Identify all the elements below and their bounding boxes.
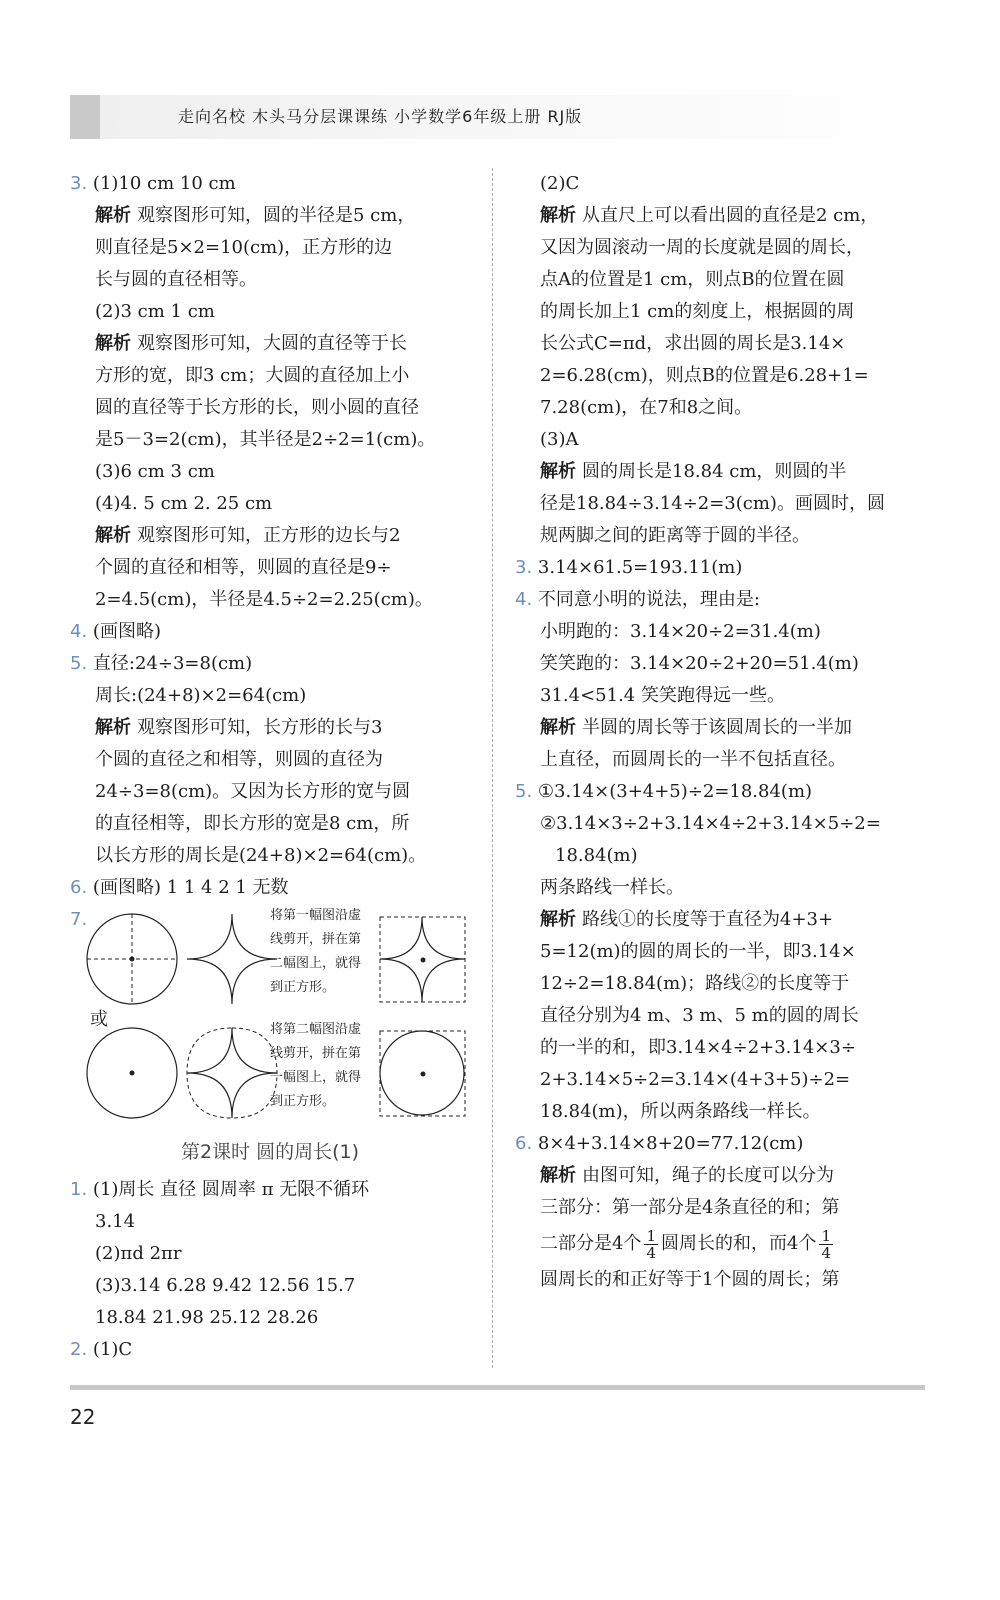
analysis-line: 圆的直径等于长方形的长，则小圆的直径 xyxy=(95,397,419,418)
q3-part3: (3)6 cm 3 cm xyxy=(95,461,215,482)
r-q2-part2: (2)C xyxy=(540,173,580,194)
r-q3: 3. 3.14×61.5=193.11(m) xyxy=(515,557,743,578)
q3-part2: (2)3 cm 1 cm xyxy=(95,301,215,322)
analysis: 解析 观察图形可知，正方形的边长与2 xyxy=(95,525,401,546)
analysis-line: 5=12(m)的圆的周长的一半，即3.14× xyxy=(540,941,856,962)
q5-line: 周长:(24+8)×2=64(cm) xyxy=(95,685,307,706)
or-label: 或 xyxy=(90,1009,108,1030)
analysis: 解析 由图可知，绳子的长度可以分为 xyxy=(540,1165,834,1186)
analysis-line: 直径分别为4 m、3 m、5 m的圆的周长 xyxy=(540,1005,859,1026)
r-q5: 5. ①3.14×(3+4+5)÷2=18.84(m) xyxy=(515,781,813,802)
l1-line: (2)πd 2πr xyxy=(95,1243,182,1264)
analysis-line: 的直径相等，即长方形的宽是8 cm，所 xyxy=(95,813,410,834)
analysis-line: 方形的宽，即3 cm；大圆的直径加上小 xyxy=(95,365,410,386)
r-q6: 6. 8×4+3.14×8+20=77.12(cm) xyxy=(515,1133,804,1154)
l1-q1: 1. (1)周长 直径 圆周率 π 无限不循环 xyxy=(70,1179,370,1200)
analysis-line: 2+3.14×5÷2=3.14×(4+3+5)÷2= xyxy=(540,1069,851,1090)
analysis-line: 上直径，而圆周长的一半不包括直径。 xyxy=(540,749,846,770)
analysis: 解析 观察图形可知，长方形的长与3 xyxy=(95,717,383,738)
l1-q2: 2. (1)C xyxy=(70,1339,133,1360)
analysis: 解析 从直尺上可以看出圆的直径是2 cm， xyxy=(540,205,879,226)
r-q4-line: 笑笑跑的：3.14×20÷2+20=51.4(m) xyxy=(540,653,859,674)
q7-figure-1: 7. 将第一幅图沿虚线剪开，拼在第二幅图上，就得到正方形。 xyxy=(70,904,470,1014)
analysis: 解析 观察图形可知，圆的半径是5 cm， xyxy=(95,205,416,226)
q3-part1: 3. (1)10 cm 10 cm xyxy=(70,173,236,194)
analysis-line: 圆周长的和正好等于1个圆的周长；第 xyxy=(540,1269,840,1290)
r-q4-line: 小明跑的：3.14×20÷2=31.4(m) xyxy=(540,621,821,642)
header-text: 走向名校 木头马分层课课练 小学数学6年级上册 RJ版 xyxy=(178,107,583,126)
footer-rule xyxy=(70,1385,925,1390)
r-q5-line: ②3.14×3÷2+3.14×4÷2+3.14×5÷2= xyxy=(540,813,881,834)
l1-line: 3.14 xyxy=(95,1211,136,1232)
figure-caption: 将第二幅图沿虚线剪开，拼在第一幅图上，就得到正方形。 xyxy=(270,1022,362,1109)
l1-line: (3)3.14 6.28 9.42 12.56 15.7 xyxy=(95,1275,356,1296)
q4: 4. (画图略) xyxy=(70,621,161,642)
column-divider xyxy=(492,168,493,1368)
fraction: $\frac{1}{4}$ xyxy=(646,1226,656,1262)
analysis: 解析 观察图形可知，大圆的直径等于长 xyxy=(95,333,407,354)
right-column xyxy=(515,168,925,1296)
analysis-line: 的周长加上1 cm的刻度上，根据圆的周 xyxy=(540,301,855,322)
q7-figure-2 xyxy=(70,1009,470,1124)
header-block xyxy=(70,95,100,139)
analysis-line: 长与圆的直径相等。 xyxy=(95,269,257,290)
analysis: 解析 圆的周长是18.84 cm，则圆的半 xyxy=(540,461,847,482)
analysis: 解析 路线①的长度等于直径为4+3+ xyxy=(540,909,834,930)
page-number: 22 xyxy=(70,1405,96,1429)
analysis-line: 是5－3=2(cm)，其半径是2÷2=1(cm)。 xyxy=(95,429,436,450)
analysis-line: 12÷2=18.84(m)；路线②的长度等于 xyxy=(540,973,850,994)
analysis-line: 径是18.84÷3.14÷2=3(cm)。画圆时，圆 xyxy=(540,493,885,514)
l1-line: 18.84 21.98 25.12 28.26 xyxy=(95,1307,319,1328)
analysis-line: 7.28(cm)，在7和8之间。 xyxy=(540,397,753,418)
left-column xyxy=(70,168,470,1366)
analysis-line: 24÷3=8(cm)。又因为长方形的宽与圆 xyxy=(95,781,411,802)
analysis-line-fraction: 二部分是4个 $\frac{1}{4}$ 圆周长的和，而4个 $\frac{1}{4}$ xyxy=(540,1226,831,1262)
analysis-line: 个圆的直径和相等，则圆的直径是9÷ xyxy=(95,557,392,578)
analysis: 解析 半圆的周长等于该圆周长的一半加 xyxy=(540,717,852,738)
analysis-line: 三部分：第一部分是4条直径的和；第 xyxy=(540,1197,840,1218)
analysis-line: 2=4.5(cm)，半径是4.5÷2=2.25(cm)。 xyxy=(95,589,433,610)
page-header xyxy=(70,95,925,139)
r-q2-part3: (3)A xyxy=(540,429,579,450)
analysis-line: 又因为圆滚动一周的长度就是圆的周长， xyxy=(540,237,864,258)
figure-caption: 将第一幅图沿虚线剪开，拼在第二幅图上，就得到正方形。 xyxy=(270,908,362,995)
analysis-line: 则直径是5×2=10(cm)，正方形的边 xyxy=(95,237,393,258)
analysis-line: 2=6.28(cm)，则点B的位置是6.28+1= xyxy=(540,365,869,386)
analysis-line: 以长方形的周长是(24+8)×2=64(cm)。 xyxy=(95,845,427,866)
r-q5-line: 18.84(m) xyxy=(555,845,638,866)
analysis-line: 个圆的直径之和相等，则圆的直径为 xyxy=(95,749,383,770)
lesson-title: 第2课时 圆的周长(1) xyxy=(180,1141,360,1163)
analysis-line: 18.84(m)，所以两条路线一样长。 xyxy=(540,1101,821,1122)
analysis-line: 点A的位置是1 cm，则点B的位置在圆 xyxy=(540,269,845,290)
r-q4-line: 31.4<51.4 笑笑跑得远一些。 xyxy=(540,685,785,706)
analysis-line: 长公式C=πd，求出圆的周长是3.14× xyxy=(540,333,846,354)
q6: 6. (画图略) 1 1 4 2 1 无数 xyxy=(70,877,289,898)
r-q5-line: 两条路线一样长。 xyxy=(540,877,684,898)
q5: 5. 直径:24÷3=8(cm) xyxy=(70,653,253,674)
fraction: $\frac{1}{4}$ xyxy=(821,1226,831,1262)
analysis-line: 的一半的和，即3.14×4÷2+3.14×3÷ xyxy=(540,1037,856,1058)
r-q4: 4. 不同意小明的说法，理由是: xyxy=(515,589,760,610)
q3-part4: (4)4. 5 cm 2. 25 cm xyxy=(95,493,273,514)
analysis-line: 规两脚之间的距离等于圆的半径。 xyxy=(540,525,810,546)
